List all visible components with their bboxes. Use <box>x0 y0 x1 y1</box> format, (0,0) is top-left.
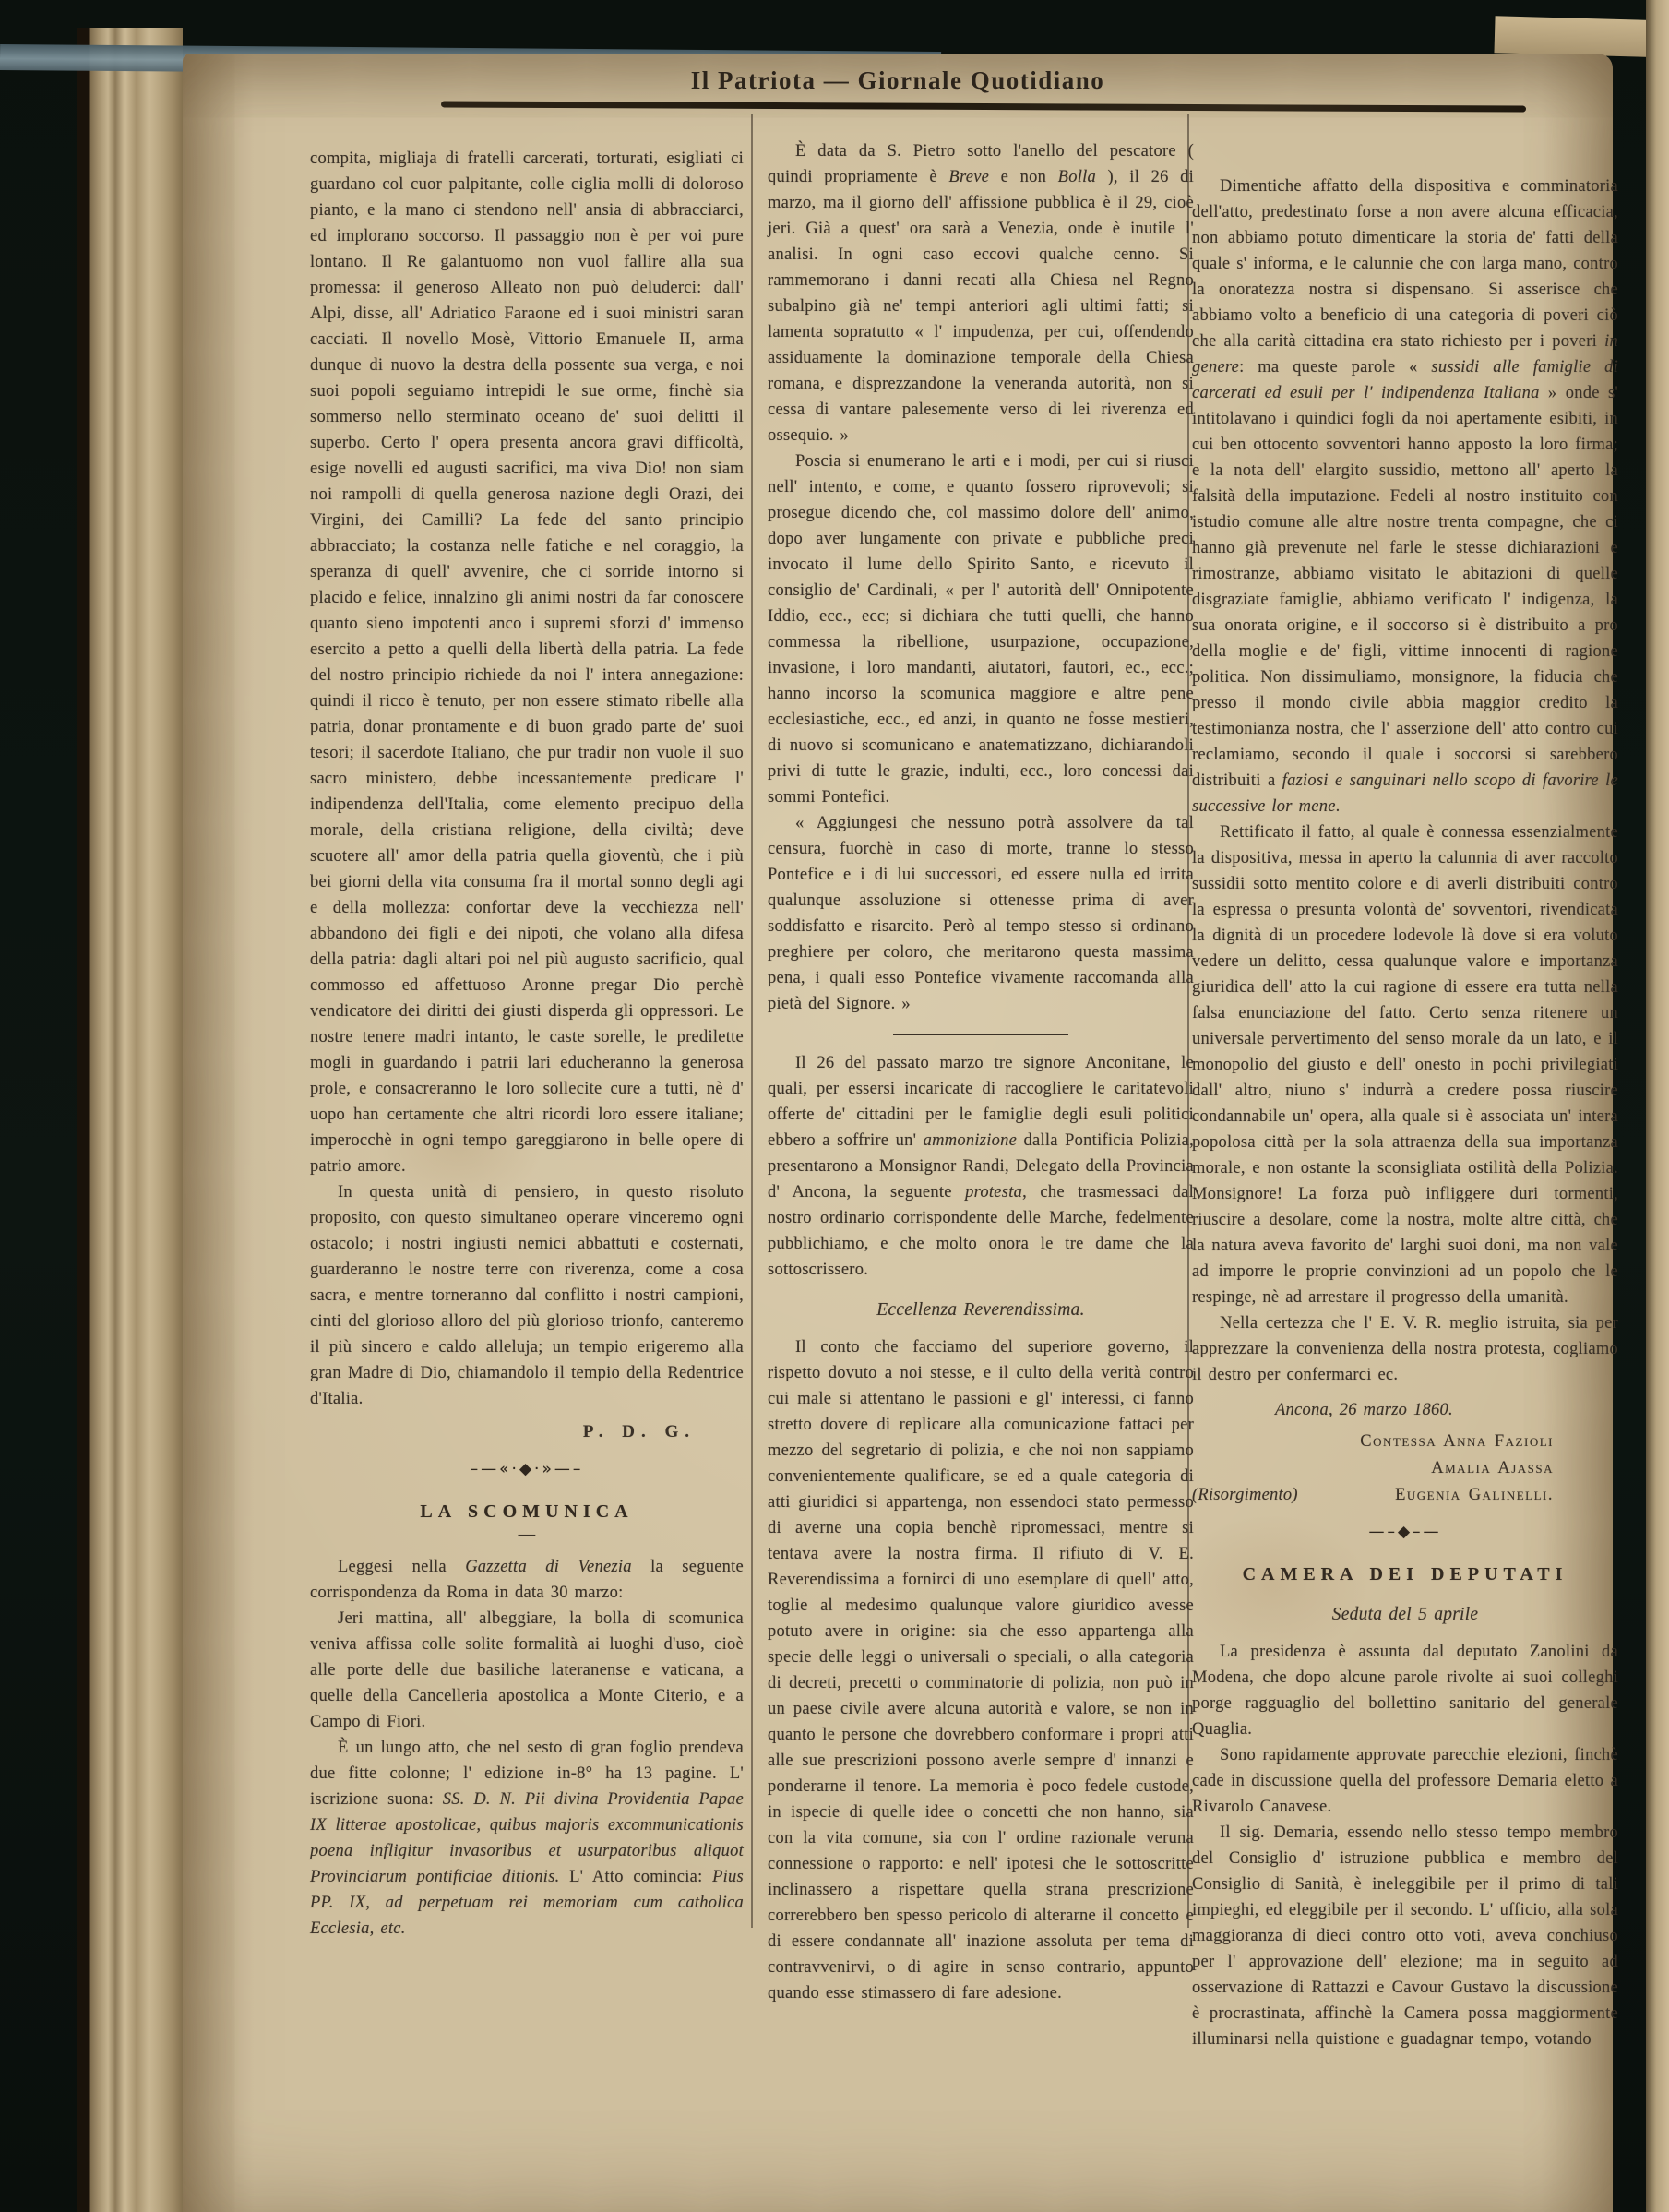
paragraph: Il 26 del passato marzo tre signore Anconitane, le quali, per essersi incaricate di raccogliere le caritatevoli offerte de' cittadini per le famiglie degli esuli politici ebbero a soffrire un' ammonizione dalla Pontificia Polizia, presentarono a Monsignor Randi, Delegato della Provincia d' Ancona, la seguente protesta, che trasmessaci dal nostro ordinario corrispondente delle Marche, fedelmente pubblichiamo, e che molto onora le tre dame che la sottoscrissero. <box>768 1054 1195 1279</box>
paragraph: Il conto che facciamo del superiore governo, il rispetto dovuto a noi stesse, e il culto della verità contro cui male si attentano le passioni e gl' interessi, ci fanno stretto dovere di replicare alla comunicazione fattaci per mezzo del segretario di polizia, e che noi non sappiamo convenientemente qualificare, se ed a quale categoria di atti giuridici si appartenga, non essendoci stato permesso di averne una copia benchè ripromessaci, mentre si tentava avere la nostra firma. Il rifiuto di V. E. Reverendissima a fornirci di uno esemplare di quell' atto, toglie al medesimo qualunque valore giuridico avesse potuto avere in origine: sia che esso appartenga alla specie delle leggi o universali o speciali, o alla categoria di decreti, precetti o comminatorie di polizia, non può in un paese civile avere alcuna autorità e valore, se non in quanto le persone che dovrebbero conformare i propri atti alle sue prescrizioni possono averle sempre d' innanzi e ponderarne il tenore. La memoria è poco fedele custode, in ispecie di quelle idee o concetti che non hanno, sia con la vita comune, sia con l' ordine razionale veruna connessione o rapporto: e nell' ipotesi che le sottoscritte inclinassero a rispettare quella strana prescrizione correrebbero ben spesso pericolo di alterarne il concetto e di essere condannate all' inazione assoluta per tema di contravvenirvi, o di agire in senso contrario, appunto quando esse stimassero di fare adesione. <box>768 1338 1194 2003</box>
ornament-divider-icon: —–◆–— <box>1368 1523 1442 1541</box>
section-heading: CAMERA DEI DEPUTATI <box>1242 1564 1568 1584</box>
paragraph: Nella certezza che l' E. V. R. meglio istruita, sia per apprezzare la convenienza della nostra protesta, cogliamo il destro per confermarci ec. <box>1192 1314 1618 1384</box>
paragraph: compita, migliaja di fratelli carcerati, torturati, esigliati ci guardano col cuor palpitante, colle ciglia molli di doloroso pianto, e la mano ci stendono nell' ansia di abbracciarci, ed implorano soccorso. Il passaggio non è per voi pure lontano. Il Re galantuomo non vuol fallire alla sua promessa: il generoso Alleato non può deluderci: dall' Alpi, disse, all' Adriatico Faraone ed i suoi ministri saran cacciati. Il novello Mosè, Vittorio Emanuele II, arma dunque di nuovo la destra della possente sua verga, e noi suoi popoli seguiamo intrepidi le sue orme, finchè sia sommerso nello sterminato oceano de' suoi delitti il superbo. Certo l' opera presenta ancora gravi difficoltà, esige novelli ed augusti sacrifici, ma viva Dio! non siam noi rampolli di quella generosa nazione degli Orazi, dei Virgini, dei Camilli? La fede del santo principio abbracciato; la costanza nelle fatiche e nel coraggio, la speranza di quell' avvenire, che ci sorride intorno si placido e felice, innalzino gli animi nostri da far conoscere quanto sieno impotenti anco i supremi sforzi d' immenso esercito a petto a quelli della libertà della patria. La fede del nostro principio richiede da noi l' intera annegazione: quindi il ricco è tenuto, per non essere stimato ribelle alla patria, donar prontamente e di buon grado parte de' suoi tesori; il sacerdote Italiano, che pur tradir non vuole il suo sacro ministero, debbe incessantemente predicare l' indipendenza dell'Italia, come elemento precipuo della morale, della cristiana religione, della civiltà; deve scuotere all' amor della patria quella gioventù, che i più bei giorni della vita consuma fra il mortal sonno degli agi e della mollezza: confortar deve la vecchiezza nell' abbandono dei figli e dei nipoti, che volano alla difesa della patria: dagli altari poi nel più augusto sacrificio, qual commosso ed affettuoso Aronne pregar Dio perchè vendicatore dei diritti dei giusti disperda gli oppressori. Le nostre tenere madri intanto, le caste sorelle, le predilette mogli in guardando i patrii lari educheranno la generosa prole, e consacreranno le loro sollecite cure a tutti, nè d' uopo han certamente che altri ricordi loro essere italiane; imperocchè in ogni tempo gareggiarono in belle opere di patrio amore. <box>310 149 744 1176</box>
paragraph: In questa unità di pensiero, in questo risoluto proposito, con questo simultaneo operare vinceremo ogni ostacolo; i nostri ingiusti nemici abbattuti e costernati, guarderanno le nostre terre con riverenza, come a cosa sacra, e mentre torneranno dal conflitto i nostri campioni, cinti del glorioso alloro del più glorioso trionfo, canteremo il più sincero e caldo alleluja; un tempio erigeremo alla gran Madre di Dio, chiamandolo il tempio della Redentrice d'Italia. <box>310 1183 744 1408</box>
ornament-divider-icon: –—«·◆·»—– <box>470 1460 584 1478</box>
paragraph: Il sig. Demaria, essendo nello stesso tempo membro del Consiglio d' istruzione pubblica e membro del Consiglio di Sanità, è ineleggibile per il primo di tali impieghi, ed eleggibile per il secondo. L' ufficio, alla sola maggioranza di dieci contro otto voti, aveva conchiuso per l' approvazione dell' elezione; ma in seguito ad osservazione di Rattazzi e Cavour Gustavo la discussione è procrastinata, affinchè la Camera possa maggiormente illuminarsi nella quistione e guadagnar tempo, votando <box>1192 1823 1618 2049</box>
column-divider-1 <box>751 114 753 1928</box>
heading-dash: — <box>518 1525 536 1544</box>
paragraph: Sono rapidamente approvate parecchie elezioni, finchè cade in discussione quella del professore Demaria eletto a Rivarolo Canavese. <box>1192 1746 1618 1816</box>
column-1 <box>310 146 744 1942</box>
column-2 <box>768 138 1194 2006</box>
column-3 <box>1192 173 1618 2052</box>
section-subheading: Seduta del 5 aprile <box>1331 1605 1479 1624</box>
signature-row: (Risorgimento) Eugenia Galinelli. <box>1192 1486 1554 1504</box>
newspaper-page <box>183 54 1619 2212</box>
paragraph: È un lungo atto, che nel sesto di gran foglio prendeva due fitte colonne; l' edizione in-8° ha 13 pagine. L' iscrizione suona: SS. D. N. Pii divina Providentia Papae IX litterae apostolicae, quibus majoris excommunicationis poena infligitur invasoribus et usurpatoribus aliquot Provinciarum pontificiae ditionis. L' Atto comincia: Pius PP. IX, ad perpetuam rei memoriam cum catholica Ecclesia, etc. <box>310 1739 744 1938</box>
paragraph: Jeri mattina, all' albeggiare, la bolla di scomunica veniva affissa colle solite formalità ai luoghi d'uso, cioè alle porte delle due basiliche lateranense e vaticana, a quelle della Cancelleria apostolica a Monte Citerio, e a Campo di Fiori. <box>310 1609 744 1731</box>
signature-line: Amalia Ajassa <box>1431 1459 1554 1477</box>
paragraph: È data da S. Pietro sotto l'anello del pescatore ( quindi propriamente è Breve e non Bolla ), il 26 di marzo, ma il giorno dell' affissione pubblica è il 29, cioè jeri. Già a quest' ora sarà a Venezia, onde è inutile l' analisi. In ogni caso eccovi qualche cenno. Si rammemorano i danni recati alla Chiesa nel Regno subalpino già ne' tempi anteriori agli ultimi fatti; si lamenta sopratutto « l' impudenza, per cui, offendendo assiduamente la dominazione temporale della Chiesa romana, e disprezzandone la veneranda autorità, non si cessa di vantare palesemente verso di lei riverenza ed ossequio. » <box>768 142 1194 445</box>
section-subheading: Eccellenza Reverendissima. <box>876 1300 1085 1320</box>
book-page-edge-right <box>1646 0 1669 2212</box>
masthead-title: Il Patriota — Giornale Quotidiano <box>690 66 1105 94</box>
signature-line: Contessa Anna Fazioli <box>1360 1432 1554 1451</box>
section-heading: LA SCOMUNICA <box>420 1501 634 1522</box>
masthead-rule <box>441 101 1526 112</box>
dateline: Ancona, 26 marzo 1860. <box>1275 1401 1453 1419</box>
paragraph: Rettificato il fatto, al quale è connessa essenzialmente la dispositiva, messa in aperto la calunnia di aver raccolto sussidii sotto mentito colore e di averli distribuiti contro la espressa o presunta volontà de' sovventori, rivendicata la dignità di un procedere lodevole là dove si era voluto vedere un delitto, cessa qualunque valore e importanza giuridica dell' atto la cui ragione di essere era tutta nella falsa enunciazione del fatto. Certo senza ritenere un universale pervertimento del senso morale da un lato, e il monopolio del giusto e dell' onesto in pochi privilegiati dall' altro, niuno s' indurrà a credere possa riuscire condannabile un' opera, alla quale si è associata un' intera popolosa città per la sola attraenza della sua importanza morale, e non ostante la sconsigliata ostilità della Polizia. Monsignore! La forza può infliggere duri tormenti, riuscire a desolare, come la nostra, molte altre città, che la natura aveva favorito de' larghi suoi doni, ma non vale ad imporre le proprie convinzioni ad un popolo che le respinge, nè ad arrestare il progresso della umanità. <box>1192 823 1618 1307</box>
paragraph: Leggesi nella Gazzetta di Venezia la seguente corrispondenza da Roma in data 30 marzo: <box>310 1558 745 1602</box>
paragraph: Dimentiche affatto della dispositiva e comminatoria dell'atto, predestinato forse a non avere alcuna efficacia, non abbiamo potuto dimenticare la storia de' fatti della quale s' informa, e le calunnie che con larga mano, contro la onoratezza nostra si dispensano. Si asserisce che abbiamo volto a beneficio di una categoria di poveri ciò che alla carità cittadina era stato richiesto per i poveri in genere: ma queste parole « sussidi alle famiglie di carcerati ed esuli per l' indipendenza Italiana » onde s' intitolavano i quindici fogli da noi apertamente esibiti, in cui ben ottocento sovventori hanno apposto la loro firma; e la nota dell' elargito sussidio, mettono all' aperto la falsità della imputazione. Fedeli al nostro instituito con istudio comune alle altre nostre trenta compagne, che ci hanno già prevenute nel farle le stesse dichiarazioni e rimostranze, abbiamo visitato le abitazioni di quelle disgraziate famiglie, abbiamo verificato l' indigenza, la sua onorata origine, e il soccorso si è distribuito a pro della moglie e de' figli, vittime innocenti di ragione politica. Non dissimuliamo, monsignore, la fiducia che presso il mondo civile abbia maggior credito la testimonianza nostra, che l' asserzione dell' atto contro cui reclamiamo, secondo il quale i soccorsi si sarebbero distribuiti a faziosi e sanguinari nello scopo di favorire le successive lor mene. <box>1192 177 1619 816</box>
book-page-corner-top-right <box>1494 16 1669 58</box>
book-page-edges-left <box>77 28 183 2212</box>
paragraph: « Aggiungesi che nessuno potrà assolvere da tal censura, fuorchè in caso di morte, tranne lo stesso Pontefice e i di lui successori, ed essere nulla ed irrita qualunque assoluzione si ottenesse prima di aver soddisfatto e risarcito. Però al tempo stesso si ordinano preghiere per coloro, che meritarono questa massima pena, i quali esso Pontefice vivamente raccomanda alla pietà del Signore. » <box>768 814 1194 1013</box>
paragraph: Poscia si enumerano le arti e i modi, per cui si riusci nell' intento, e come, e quanto fossero riprovevoli; si prosegue dicendo che, col massimo dolore dell' animo, dopo aver lungamente con private e pubbliche preci invocato il lume dello Spirito Santo, e ricevuto il consiglio de' Cardinali, « per l' autorità dell' Onnipotente Iddio, ecc., ecc; si dichiara che tutti quelli, che hanno commessa la ribellione, usurpazione, occupazione, invasione, i loro mandanti, aiutatori, fautori, ec., ecc.; hanno incorso la scomunica maggiore e altre pene ecclesiastiche, ecc., ed anzi, in quanto ne fosse mestieri, di nuovo si scomunicano e anatematizzano, dichiarandoli privi di tutte le grazie, indulti, ecc., loro concessi dai sommi Pontefici. <box>768 452 1194 807</box>
divider-rule <box>893 1034 1068 1035</box>
author-initials: P. D. G. <box>582 1422 696 1441</box>
paragraph: La presidenza è assunta dal deputato Zanolini da Modena, che dopo alcune parole rivolte ai suoi colleghi porge ragguaglio del bollettino sanitario del generale Quaglia. <box>1192 1643 1618 1739</box>
